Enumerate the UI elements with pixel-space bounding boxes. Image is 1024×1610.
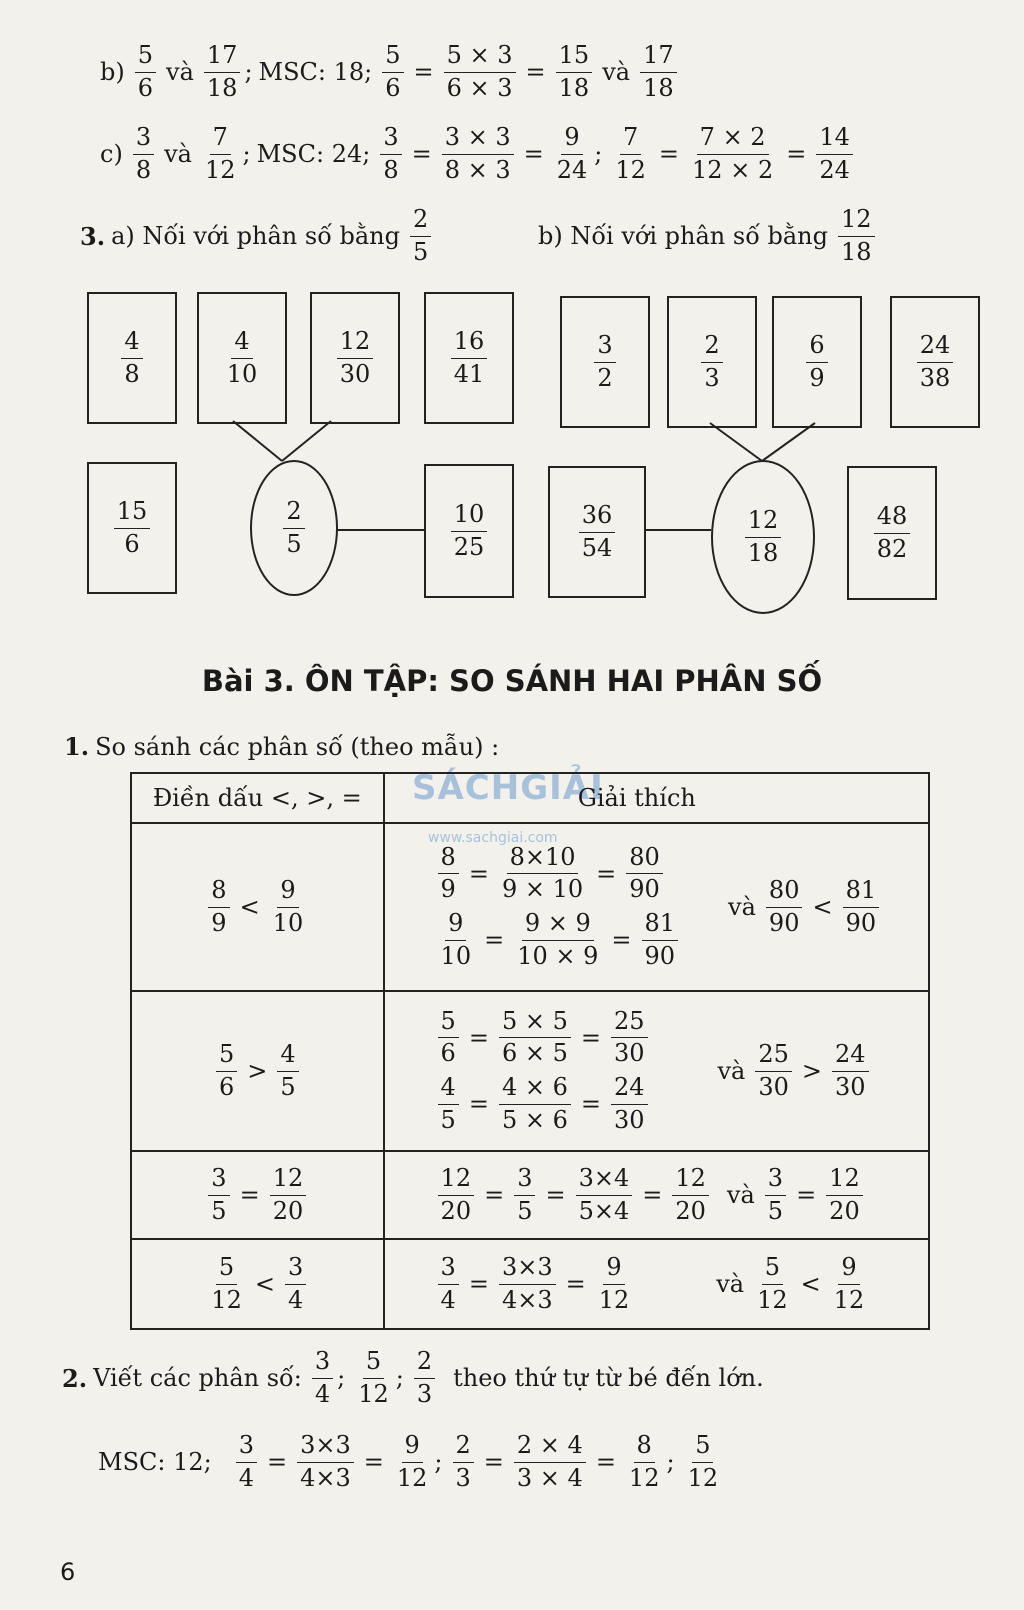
fraction: 17 18 xyxy=(204,42,241,102)
fraction: 5 6 xyxy=(135,42,156,102)
fraction: $\frac{14}{24}$ xyxy=(816,124,853,184)
fraction-card: 4 8 xyxy=(87,292,177,424)
fraction: $\frac{8}{12}$ xyxy=(628,1431,660,1492)
common-denominator-label: MSC: 18; xyxy=(258,58,373,87)
exercise-3-heading-b: b) Nối với phân số bằng 12 18 xyxy=(538,206,879,266)
fraction-card: 24 38 xyxy=(890,296,980,428)
fraction: $\frac{9}{24}$ xyxy=(556,123,588,184)
fraction-card: 6 9 xyxy=(772,296,862,428)
fraction: 7 12 xyxy=(204,123,236,184)
fraction: 3 8 xyxy=(133,124,154,184)
fraction: 2 3 xyxy=(414,1348,435,1408)
table-row: 8 9 < 9 10 $\frac{8}{9}$ = $\frac{8\times 10}{9 \times 10}$ = $\frac{80}{90}$ $\frac{9}{10}$ = $\frac{9 \times 9}{10 \times 9}$ = $\frac{81}{90}$ và 80 90 < 81 90 xyxy=(131,823,929,991)
fraction-card: 12 30 xyxy=(310,292,400,424)
lesson-title: Bài 3. ÔN TẬP: SO SÁNH HAI PHÂN SỐ xyxy=(201,664,823,698)
fraction-card: 2 3 xyxy=(667,296,757,428)
exercise-1-heading: 1. So sánh các phân số (theo mẫu) : xyxy=(64,732,500,761)
column-header: Điền dấu <, >, = xyxy=(131,773,384,823)
fraction: $\frac{2 \times 4}{3 \times 4}$ xyxy=(514,1432,586,1492)
fraction-card: 3 2 xyxy=(560,296,650,428)
fraction-card: 36 54 xyxy=(548,466,646,598)
fraction: 17 18 xyxy=(640,42,677,102)
exercise-2-heading: 2. Viết các phân số: 3 4 ; 5 12 ; 2 3 theo thứ tự từ bé đến lớn. xyxy=(62,1347,764,1408)
exercise-2c-line: c) 3 8 và 7 12 ; MSC: 24; $\frac{3}{8}$ = $\frac{3 \times 3}{8 \times 3}$ = $\frac{9}{24}$ ; $\frac{7}{12}$ = $\frac{7 \times 2}{12 \times 2}$ = $\frac{14}{24}$ xyxy=(100,124,857,184)
fraction: 5 12 xyxy=(687,1431,719,1492)
item-label: b) xyxy=(100,58,125,87)
fraction-card: 48 82 xyxy=(847,466,937,600)
fraction: $\frac{3}{4}$ xyxy=(236,1432,257,1492)
page-number: 6 xyxy=(60,1558,76,1586)
exercise-2-answer: MSC: 12; $\frac{3}{4}$ = $\frac{3\times 3}{4\times 3}$ = $\frac{9}{12}$ ; $\frac{2}{3}$ = $\frac{2 \times 4}{3 \times 4}$ = $\frac{8}{12}$ ; 5 12 xyxy=(98,1432,725,1492)
watermark-logo: SÁCHGIẢI xyxy=(412,768,604,808)
exercise-3-heading-a: 3. a) Nối với phân số bằng 2 5 xyxy=(80,206,435,266)
fraction-card: 4 10 xyxy=(197,292,287,424)
fraction: $\frac{9}{12}$ xyxy=(396,1431,428,1492)
fraction: 3 4 xyxy=(312,1348,333,1408)
common-denominator-label: MSC: 24; xyxy=(256,140,371,169)
column-header: Giải thích xyxy=(384,773,929,823)
fraction: 2 5 xyxy=(410,206,431,266)
fraction: $\frac{3\times 3}{4\times 3}$ xyxy=(297,1432,354,1492)
watermark-url: www.sachgiai.com xyxy=(428,830,558,846)
target-fraction-oval: 2 5 xyxy=(250,460,338,596)
exercise-2b-line: b) 5 6 và 17 18 ; MSC: 18; $\frac{5}{6}$ = $\frac{5 \times 3}{6 \times 3}$ = $\frac{15}{18}$ và 17 18 xyxy=(100,42,681,102)
fraction: 5 12 xyxy=(358,1347,389,1408)
comparison-table xyxy=(130,772,930,1330)
fraction: $\frac{3}{8}$ xyxy=(380,124,401,184)
fraction: 12 18 xyxy=(838,206,875,266)
fraction: $\frac{3 \times 3}{8 \times 3}$ xyxy=(442,124,514,184)
table-row: $\frac{3}{5}$ = $\frac{12}{20}$ $\frac{12}{20}$ = $\frac{3}{5}$ = $\frac{3\times 4}{5\times 4}$ = $\frac{12}{20}$ và $\frac{3}{5}$ = $\frac{12}{20}$ xyxy=(131,1151,929,1239)
fraction: $\frac{5 \times 3}{6 \times 3}$ xyxy=(444,42,516,102)
fraction: $\frac{15}{18}$ xyxy=(556,42,593,102)
fraction: $\frac{5}{6}$ xyxy=(382,42,403,102)
table-row: 5 12 < 3 4 $\frac{3}{4}$ = $\frac{3\times 3}{4\times 3}$ = $\frac{9}{12}$ và 5 12 < 9 12 xyxy=(131,1239,929,1329)
fraction-card: 15 6 xyxy=(87,462,177,594)
fraction-card: 10 25 xyxy=(424,464,514,598)
fraction: $\frac{2}{3}$ xyxy=(453,1432,474,1492)
item-label: c) xyxy=(100,140,123,169)
table-row: 5 6 > 4 5 $\frac{5}{6}$ = $\frac{5 \times 5}{6 \times 5}$ = $\frac{25}{30}$ $\frac{4}{5}$ = $\frac{4 \times 6}{5 \times 6}$ = $\frac{24}{30}$ và 25 30 > 24 30 xyxy=(131,991,929,1151)
target-fraction-oval: 12 18 xyxy=(711,460,815,614)
fraction-card: 16 41 xyxy=(424,292,514,424)
table-header-row xyxy=(131,773,929,823)
fraction: $\frac{7 \times 2}{12 \times 2}$ xyxy=(692,123,774,184)
fraction: $\frac{7}{12}$ xyxy=(615,123,646,184)
